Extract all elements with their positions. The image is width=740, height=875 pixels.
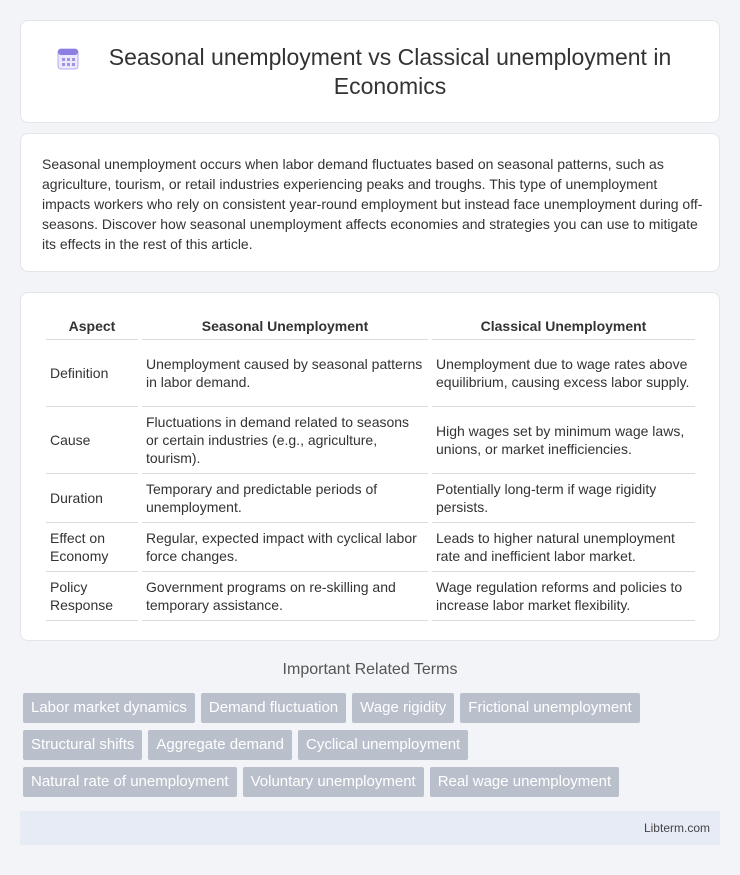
table-row [46, 340, 695, 407]
footer [20, 811, 720, 845]
row-seasonal: Regular, expected impact with cyclical labor force changes. [142, 523, 428, 572]
row-aspect: Definition [46, 340, 138, 407]
row-classical: High wages set by minimum wage laws, unions, or market inefficiencies. [432, 407, 695, 474]
row-aspect: Policy Response [46, 572, 138, 621]
comparison-table-card [20, 292, 720, 641]
tag-labor-market-dynamics[interactable]: Labor market dynamics [23, 693, 195, 723]
row-aspect: Cause [46, 407, 138, 474]
header-aspect: Aspect [46, 313, 138, 340]
tag-demand-fluctuation[interactable]: Demand fluctuation [201, 693, 346, 723]
comparison-table [42, 313, 699, 621]
tag-voluntary-unemployment[interactable]: Voluntary unemployment [243, 767, 424, 797]
row-seasonal: Government programs on re-skilling and temporary assistance. [142, 572, 428, 621]
tag-real-wage-unemployment[interactable]: Real wage unemployment [430, 767, 619, 797]
page-title: Seasonal unemployment vs Classical unemployment in Economics [108, 44, 672, 99]
related-terms-tags [23, 693, 703, 804]
table-row [46, 572, 695, 621]
tag-aggregate-demand[interactable]: Aggregate demand [148, 730, 292, 760]
tag-row [23, 767, 703, 797]
title-card [20, 20, 720, 123]
tag-cyclical-unemployment[interactable]: Cyclical unemployment [298, 730, 468, 760]
row-classical: Wage regulation reforms and policies to increase labor market flexibility. [432, 572, 695, 621]
header-classical: Classical Unemployment [432, 313, 695, 340]
tag-frictional-unemployment[interactable]: Frictional unemployment [460, 693, 639, 723]
header-seasonal: Seasonal Unemployment [142, 313, 428, 340]
intro-card [20, 133, 720, 272]
table-row [46, 523, 695, 572]
tag-row [23, 730, 703, 760]
table-row [46, 407, 695, 474]
intro-paragraph: Seasonal unemployment occurs when labor demand fluctuates based on seasonal patterns, such as agriculture, tourism, or retail industries experiencing peaks and troughs. This type of unemployment impacts workers who rely on consistent year-round employment but instead face unemployment during off-seasons. Discover how seasonal unemployment affects economies and strategies you can use to mitigate its effects in the rest of this article. [42, 156, 703, 252]
row-classical: Potentially long-term if wage rigidity persists. [432, 474, 695, 523]
row-aspect: Effect on Economy [46, 523, 138, 572]
tag-natural-rate-of-unemployment[interactable]: Natural rate of unemployment [23, 767, 237, 797]
footer-brand-link[interactable]: Libterm.com [643, 821, 710, 835]
row-aspect: Duration [46, 474, 138, 523]
row-seasonal: Fluctuations in demand related to seasons or certain industries (e.g., agriculture, tourism). [142, 407, 428, 474]
tag-wage-rigidity[interactable]: Wage rigidity [352, 693, 454, 723]
row-classical: Unemployment due to wage rates above equilibrium, causing excess labor supply. [432, 340, 695, 407]
table-header-row [46, 313, 695, 340]
tag-row [23, 693, 703, 723]
tag-structural-shifts[interactable]: Structural shifts [23, 730, 142, 760]
row-seasonal: Unemployment caused by seasonal patterns in labor demand. [142, 340, 428, 407]
table-row [46, 474, 695, 523]
related-terms-heading: Important Related Terms [282, 661, 458, 678]
row-seasonal: Temporary and predictable periods of unemployment. [142, 474, 428, 523]
row-classical: Leads to higher natural unemployment rate and inefficient labor market. [432, 523, 695, 572]
